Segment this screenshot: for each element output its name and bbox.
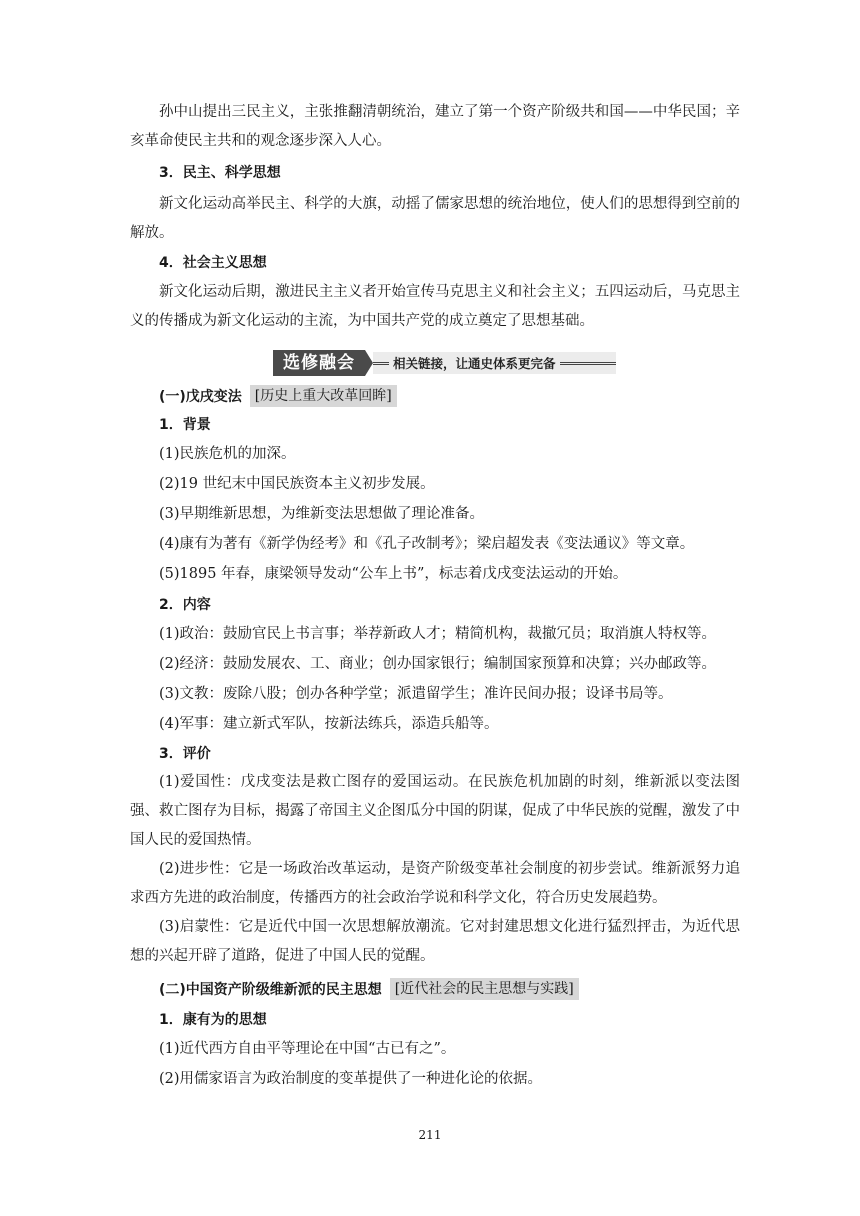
list-item: (1)政治：鼓励官民上书言事；举荐新政人才；精简机构，裁撤冗员；取消旗人特权等。: [159, 626, 717, 642]
list-item: (3)早期维新思想，为维新变法思想做了理论准备。: [159, 506, 485, 522]
section-tag: [历史上重大改革回眸]: [250, 385, 397, 407]
paragraph-patriotism: (1)爱国性：戊戌变法是救亡图存的爱国运动。在民族危机加剧的时刻，维新派以变法图强、救亡图存为目标，揭露了帝国主义企图瓜分中国的阴谋，促成了中华民族的觉醒，激发了中国人民的爱国热情。: [130, 774, 740, 848]
section-title: (一)戊戌变法: [159, 389, 242, 405]
list-item: (2)用儒家语言为政治制度的变革提供了一种进化论的依据。: [159, 1071, 543, 1087]
paragraph-progressiveness: (2)进步性：它是一场政治改革运动，是资产阶级变革社会制度的初步尝试。维新派努力追求西方先进的政治制度，传播西方的社会政治学说和科学文化，符合历史发展趋势。: [130, 861, 740, 906]
section-banner: [273, 350, 616, 376]
heading-content: 2．内容: [159, 597, 211, 613]
section-heading-reformists: [159, 978, 579, 1000]
list-item: (1)近代西方自由平等理论在中国“古已有之”。: [159, 1041, 456, 1057]
section-tag: [近代社会的民主思想与实践]: [390, 978, 579, 1000]
list-item: (5)1895 年春，康梁领导发动“公车上书”，标志着戊戌变法运动的开始。: [159, 566, 628, 582]
paragraph-enlightenment: (3)启蒙性：它是近代中国一次思想解放潮流。它对封建思想文化进行猛烈抨击，为近代思想的兴起开辟了道路，促进了中国人民的觉醒。: [130, 919, 740, 964]
banner-title: 选修融会: [273, 350, 365, 376]
list-item: (4)军事：建立新式军队，按新法练兵，添造兵船等。: [159, 716, 499, 732]
list-item: (1)民族危机的加深。: [159, 446, 296, 462]
list-item: (3)文教：废除八股；创办各种学堂；派遣留学生；准许民间办报；设译书局等。: [159, 686, 673, 702]
list-item: (2)经济：鼓励发展农、工、商业；创办国家银行；编制国家预算和决算；兴办邮政等。: [159, 656, 717, 672]
paragraph-marxism: 新文化运动后期，激进民主主义者开始宣传马克思主义和社会主义；五四运动后，马克思主义的传播成为新文化运动的主流，为中国共产党的成立奠定了思想基础。: [130, 284, 740, 329]
banner-rule-left: [373, 362, 389, 365]
heading-socialism: 4．社会主义思想: [159, 255, 267, 271]
list-item: (2)19 世纪末中国民族资本主义初步发展。: [159, 476, 435, 492]
heading-evaluation: 3．评价: [159, 746, 211, 762]
paragraph-new-culture: 新文化运动高举民主、科学的大旗，动摇了儒家思想的统治地位，使人们的思想得到空前的解放。: [130, 196, 740, 241]
banner-strip: [373, 352, 616, 374]
page-number: 211: [418, 1128, 442, 1142]
banner-arrow: [365, 350, 373, 376]
section-heading-wuxu: [159, 385, 397, 407]
paragraph-sun-yat-sen: 孙中山提出三民主义，主张推翻清朝统治，建立了第一个资产阶级共和国——中华民国；辛亥革命使民主共和的观念逐步深入人心。: [130, 104, 740, 149]
heading-democracy-science: 3．民主、科学思想: [159, 165, 281, 181]
heading-background: 1．背景: [159, 417, 211, 433]
section-title: (二)中国资产阶级维新派的民主思想: [159, 982, 382, 998]
banner-subtitle: 相关链接，让通史体系更完备: [393, 356, 556, 371]
heading-kang-youwei: 1．康有为的思想: [159, 1012, 267, 1028]
banner-rule-right: [560, 362, 616, 365]
list-item: (4)康有为著有《新学伪经考》和《孔子改制考》；梁启超发表《变法通议》等文章。: [159, 536, 695, 552]
